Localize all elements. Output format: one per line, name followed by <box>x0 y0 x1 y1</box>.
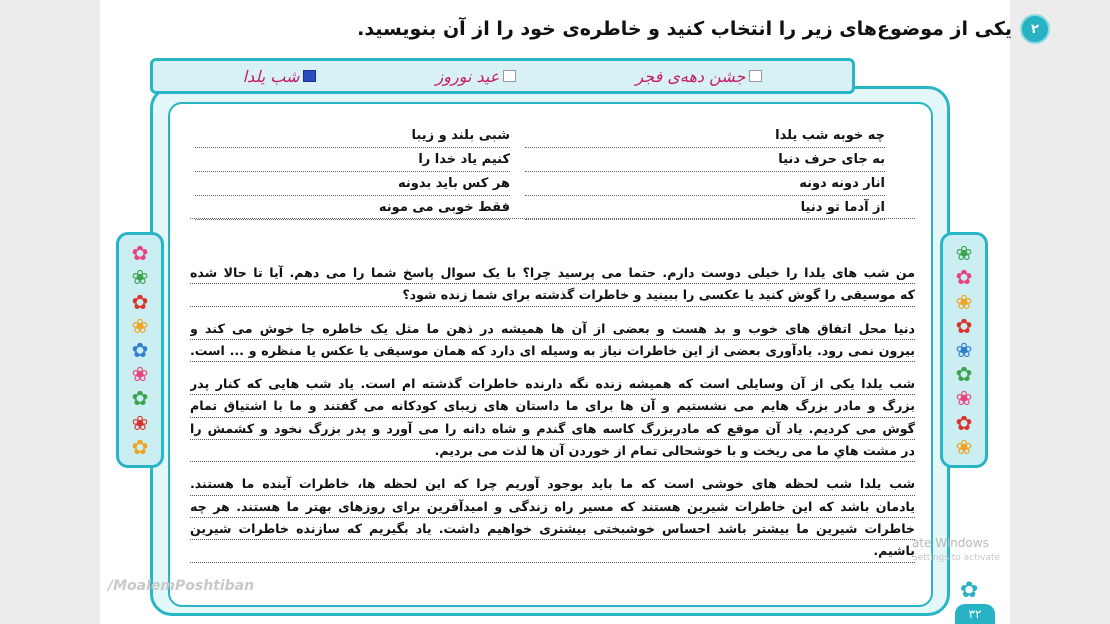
topic-fajr[interactable] <box>635 67 762 86</box>
flower-icon: ❀ <box>955 386 973 411</box>
essay-line: شب یلدا شب لحظه های خوشی است که ما باید بوجود آوریم چرا که این لحظه ها، خاطرات آینده ما هستند. <box>190 473 915 495</box>
poem-line: چه خوبه شب یلدا <box>525 124 885 148</box>
exercise-header <box>357 14 1050 44</box>
flower-icon: ❀ <box>955 241 973 266</box>
poem-line: هر کس باید بدونه <box>195 172 510 196</box>
essay-line: در مشت هایِ ما می ریخت و با خوشحالی تمام از خوردن آن ها لذت می بردیم. <box>190 440 915 462</box>
poem-right-column <box>525 124 885 220</box>
essay-line: شب یلدا یکی از آن وسایلی است که همیشه زنده نگه دارنده خاطرات گذشته ام است. یاد شب هایی که کنار پدر <box>190 373 915 395</box>
windows-activation-title: ate Windows <box>912 536 989 550</box>
essay-paragraph <box>190 262 915 307</box>
checkbox-icon[interactable] <box>503 70 516 82</box>
poem-left-column <box>195 124 510 220</box>
page-number: ۳۲ <box>955 604 995 624</box>
topic-options <box>150 58 855 94</box>
essay-line: من شب های یلدا را خیلی دوست دارم. حتما می پرسید چرا؟ با یک سوال پاسخ شما را می دهم. آیا تا حالا شده <box>190 262 915 284</box>
flower-icon: ❀ <box>131 313 149 338</box>
essay-paragraph <box>190 473 915 562</box>
essay-line: بیرون نمی رود. یادآوری بعضی از این خاطرات نیاز به وسیله ای دارد که همان موسیقی یا عکس یا منظره و ... است. <box>190 340 915 362</box>
flower-decoration-right <box>940 232 988 468</box>
left-margin <box>0 0 100 624</box>
checked-checkbox-icon[interactable] <box>303 70 316 82</box>
flower-icon: ❀ <box>131 362 149 387</box>
essay-line: یادمان باشد که این خاطرات شیرین هستند که مسیر راه زندگی و امیدآفرین برای روزهای بهتر ما هستند. هر چه <box>190 496 915 518</box>
poem-line: شبی بلند و زیبا <box>195 124 510 148</box>
right-margin <box>1010 0 1110 624</box>
flower-icon: ✿ <box>955 362 973 387</box>
flower-icon: ✿ <box>131 241 149 266</box>
poem-line: از آدما تو دنیا <box>525 196 885 220</box>
flower-icon: ✿ <box>131 337 149 362</box>
topic-yalda[interactable] <box>243 67 317 86</box>
flower-icon: ✿ <box>131 289 149 314</box>
topic-label: شب یلدا <box>242 66 300 86</box>
topic-label: جشن دهه‌ی فجر <box>635 66 746 86</box>
flower-icon: ✿ <box>955 265 973 290</box>
flower-icon: ❀ <box>955 337 973 362</box>
essay-line: خاطرات شیرین ما بیشتر باشد احساس خوشبختی بیشتری خواهیم داشت. یاد بگیریم که سازنده خاطرات شیرین <box>190 518 915 540</box>
exercise-instruction: یکی از موضوع‌های زیر را انتخاب کنید و خاطره‌ی خود را از آن بنویسید. <box>357 18 1012 40</box>
flower-icon: ✿ <box>131 434 149 459</box>
flower-icon: ❀ <box>131 410 149 435</box>
dotted-line <box>190 218 915 219</box>
exercise-number-badge: ۲ <box>1020 14 1050 44</box>
flower-icon: ✿ <box>960 578 979 603</box>
poem-line: انار دونه دونه <box>525 172 885 196</box>
poem-line: کنیم یاد خدا را <box>195 148 510 172</box>
flower-icon: ❀ <box>955 289 973 314</box>
channel-watermark: /MoalemPoshtiban <box>108 578 255 594</box>
windows-activation-subtitle: Settings to activate <box>912 553 1001 563</box>
poem-line: به جای حرف دنیا <box>525 148 885 172</box>
flower-icon: ✿ <box>955 313 973 338</box>
essay-text <box>190 262 915 574</box>
flower-icon: ❀ <box>131 265 149 290</box>
topic-nowruz[interactable] <box>436 67 517 86</box>
essay-line: بزرگ و مادر بزرگ هایم می نشستیم و آن ها برای ما داستان های زیبای کودکانه می گفتند و ما با اشتیاق تمام <box>190 395 915 417</box>
flower-icon: ✿ <box>131 386 149 411</box>
essay-line: گوش می کردیم. یاد آن موقع که مادربزرگ کاسه های گندم و شاه دانه را می آورد و پدر بزرگ نخود و کشمش را <box>190 418 915 440</box>
flower-decoration-left <box>116 232 164 468</box>
topic-label: عید نوروز <box>435 66 500 86</box>
checkbox-icon[interactable] <box>749 70 762 82</box>
essay-line: باشیم. <box>190 540 915 562</box>
essay-paragraph <box>190 318 915 363</box>
poem-line: فقط خوبی می مونه <box>195 196 510 220</box>
essay-line: که موسیقی را گوش کنید یا عکسی را ببینید و خاطرات گذشته برای شما زنده شود؟ <box>190 284 915 306</box>
essay-paragraph <box>190 373 915 462</box>
essay-line: دنیا محل اتفاق های خوب و بد هست و بعضی از آن ها همیشه در ذهن ما مثل یک خاطره جا خوش می کند و <box>190 318 915 340</box>
flower-icon: ❀ <box>955 434 973 459</box>
flower-icon: ✿ <box>955 410 973 435</box>
